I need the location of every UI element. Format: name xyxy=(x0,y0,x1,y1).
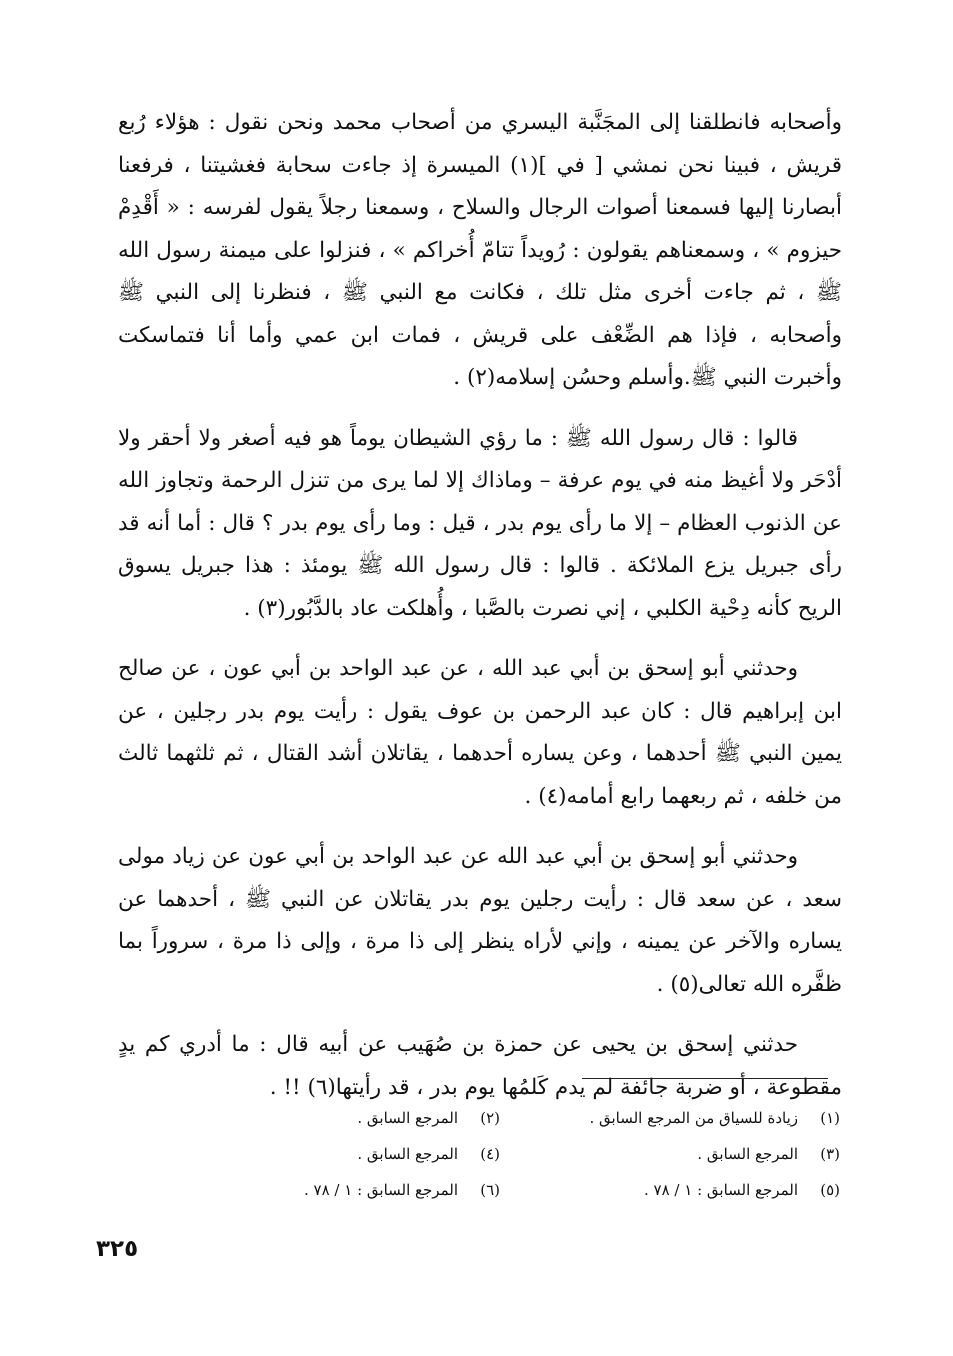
footnote-1 xyxy=(540,1100,840,1136)
footnote-text: المرجع السابق . xyxy=(697,1145,798,1163)
paragraph-3: وحدثني أبو إسحق بن أبي عبد الله ، عن عبد الواحد بن أبي عون ، عن صالح ابن إبراهيم قال : كان عبد الرحمن بن عوف يقول : رأيت يوم بدر رجلين ، عن يمين النبي ﷺ أحدهما ، وعن يساره أحدهما ، يقاتلان أشد القتال ، ثم ثلثهما ثالث من خلفه ، ثم ربعهما رابع أمامه(٤) . xyxy=(118,656,842,809)
page-body xyxy=(118,102,842,1127)
footnote-text: المرجع السابق . xyxy=(357,1145,458,1163)
footnote-text: المرجع السابق : ١ / ٧٨ . xyxy=(303,1181,458,1199)
footnote-text: زيادة للسياق من المرجع السابق . xyxy=(589,1109,798,1127)
paragraph-4: وحدثني أبو إسحق بن أبي عبد الله عن عبد الواحد بن أبي عون عن زياد مولى سعد ، عن سعد قال : رأيت رجلين يوم بدر يقاتلان عن النبي ﷺ ، أحدهما عن يساره والآخر عن يمينه ، وإني لأراه ينظر إلى ذا مرة ، وإلى ذا مرة ، سروراً بما ظفَّره الله تعالى(٥) . xyxy=(118,844,842,997)
footnote-3 xyxy=(540,1136,840,1172)
paragraph-2: قالوا : قال رسول الله ﷺ : ما رؤي الشيطان يوماً هو فيه أصغر ولا أحقر ولا أدْحَر ولا أغيظ منه في يوم عرفة – وماذاك إلا لما يرى من تنزل الرحمة وتجاوز الله عن الذنوب العظام – إلا ما رأى يوم بدر ، قيل : وما رأى يوم بدر ؟ قال : أما أنه قد رأى جبريل يزع الملائكة . قالوا : قال رسول الله ﷺ يومئذ : هذا جبريل يسوق الريح كأنه دِحْية الكلبي ، إني نصرت بالصَّبا ، وأُهلكت عاد بالدَّبُور(٣) . xyxy=(118,425,842,621)
footnote-6 xyxy=(200,1172,500,1208)
paragraph-1: وأصحابه فانطلقنا إلى المجَنَّبة اليسري من أصحاب محمد ونحن نقول : هؤلاء رُبع قريش ، فبينا نحن نمشي [ في ](١) الميسرة إذ جاءت سحابة فغشيتنا ، فرفعنا أبصارنا إليها فسمعنا أصوات الرجال والسلاح ، وسمعنا رجلاً يقول لفرسه : « أَقْدِمْ حيزوم » ، وسمعناهم يقولون : رُويداً تتامّ أُخراكم » ، فنزلوا على ميمنة رسول الله ﷺ ، ثم جاءت أخرى مثل تلك ، فكانت مع النبي ﷺ ، فنظرنا إلى النبي ﷺ وأصحابه ، فإذا هم الضِّعْف على قريش ، فمات ابن عمي وأما أنا فتماسكت وأخبرت النبي ﷺ.وأسلم وحسُن إسلامه(٢) . xyxy=(118,110,843,390)
footnote-2 xyxy=(200,1100,500,1136)
footnote-number: (١) xyxy=(820,1109,840,1127)
footnotes xyxy=(200,1100,840,1208)
footnote-number: (٥) xyxy=(820,1181,840,1199)
paragraph-5: حدثني إسحق بن يحيى عن حمزة بن صُهَيب عن أبيه قال : ما أدري كم يدٍ مقطوعة ، أو ضربة جائفة لم يدم كَلمُها يوم بدر ، قد رأيتها(٦) !! . xyxy=(118,1032,842,1100)
footnote-number: (٤) xyxy=(480,1145,500,1163)
footnote-text: المرجع السابق . xyxy=(357,1109,458,1127)
footnote-5 xyxy=(540,1172,840,1208)
footnote-divider xyxy=(582,1078,828,1079)
footnote-number: (٢) xyxy=(480,1109,500,1127)
page-number: ٣٢٥ xyxy=(96,1236,139,1262)
footnote-number: (٣) xyxy=(820,1145,840,1163)
footnote-text: المرجع السابق : ١ / ٧٨ . xyxy=(643,1181,798,1199)
footnote-number: (٦) xyxy=(480,1181,500,1199)
footnote-4 xyxy=(200,1136,500,1172)
